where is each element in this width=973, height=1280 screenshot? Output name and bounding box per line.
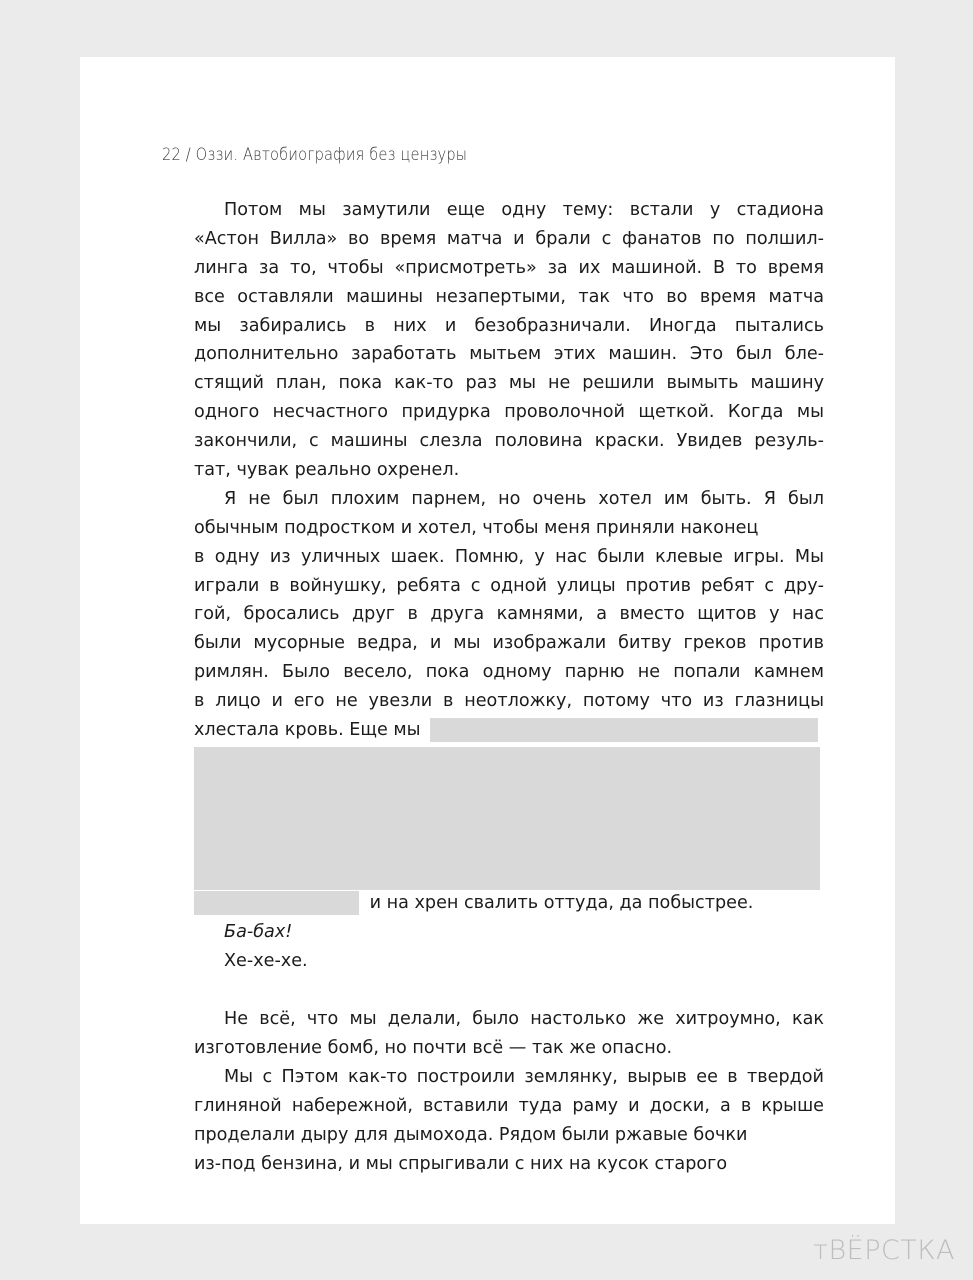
redacted-text-block [194,747,820,890]
text-line: Мы с Пэтом как-то построили землянку, вырыв ее в твердой [224,1066,824,1087]
text-line: были мусорные ведра, и мы изображали битву греков против [194,633,824,654]
text-line: дополнительно заработать мытьем этих машин. Это был бле- [194,344,824,365]
text-line: изготовление бомб, но почти всё — так же опасно. [194,1037,673,1058]
redacted-text-inline [430,718,818,742]
text-line: в одну из уличных шаек. Помню, у нас были клевые игры. Мы [194,546,824,567]
paragraph-3 [194,1005,824,1063]
running-head: 22 / Оззи. Автобиография без цензуры [162,145,468,165]
text-line: играли в войнушку, ребята с одной улицы против ребят с дру- [194,575,824,596]
watermark-logo: тВЁРСТКА [813,1235,955,1266]
text-line: все оставляли машины незапертыми, так что во время матча [194,286,824,307]
text-line: проделали дыру для дымохода. Рядом были ржавые бочки [194,1124,748,1145]
text-line: Потом мы замутили еще одну тему: встали у стадиона [224,200,824,220]
text-line: в лицо и его не увезли в неотложку, потому что из глазницы [194,691,824,712]
text-line: «Астон Вилла» во время матча и брали с фанатов по полшил- [194,228,824,249]
text-line: тат, чувак реально охренел. [194,460,460,481]
exclamation-line: Ба-бах! [224,922,293,943]
book-page [80,57,895,1224]
laugh-line: Хе-хе-хе. [224,951,308,972]
text-line: гой, бросались друг в друга камнями, а вместо щитов у нас [194,604,824,625]
text-line-with-redaction [194,716,824,745]
redacted-text-inline [194,891,359,915]
section-gap [194,976,824,1005]
text-line: одного несчастного придурка проволочной щеткой. Когда мы [194,402,824,423]
text-line: Я не был плохим парнем, но очень хотел им быть. Я был [224,488,824,509]
text-line: линга за то, чтобы «присмотреть» за их машиной. В то время [194,257,824,278]
text-line: мы забирались в них и безобразничали. Иногда пытались [194,315,824,336]
text-line: закончили, с машины слезла половина краски. Увидев резуль- [194,431,824,452]
text-line-fragment: и на хрен свалить оттуда, да побыстрее. [369,893,754,914]
text-line: Не всё, что мы делали, было настолько же хитроумно, как [224,1009,824,1030]
paragraph-4 [194,1063,824,1179]
paragraph-1 [194,196,824,485]
text-line: глиняной набережной, вставили туда раму и доски, а в крыше [194,1095,824,1116]
page-body [194,196,824,1178]
text-line: римлян. Было весело, пока одному парню не попали камнем [194,662,824,683]
text-line-after-redaction [194,889,824,918]
text-line: из-под бензина, и мы спрыгивали с них на кусок старого [194,1153,728,1174]
text-line: обычным подростком и хотел, чтобы меня приняли наконец [194,517,759,538]
text-line-fragment: хлестала кровь. Еще мы [194,720,421,741]
text-line: стящий план, пока как-то раз мы не решили вымыть машину [194,373,824,394]
